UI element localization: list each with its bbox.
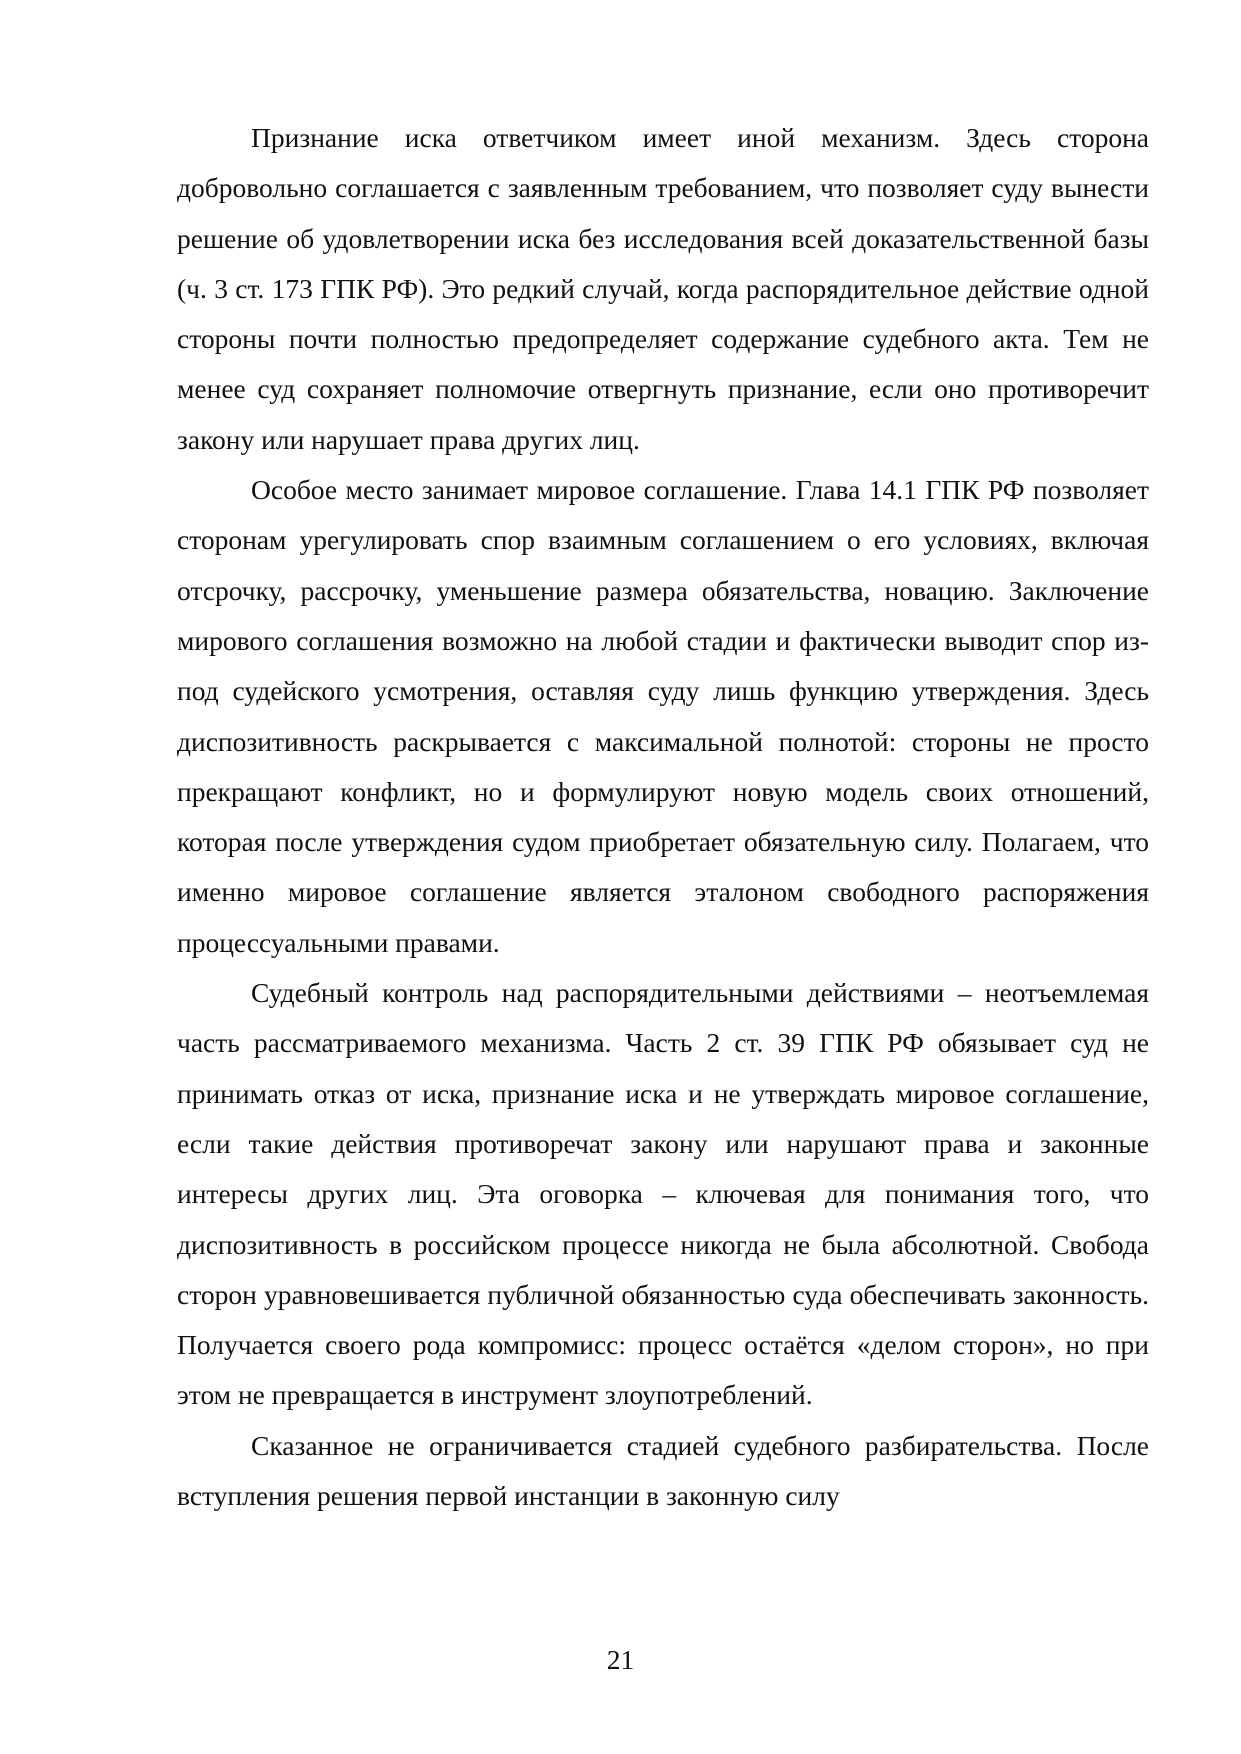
paragraph-1: Признание иска ответчиком имеет иной механизм. Здесь сторона добровольно соглашается с заявленным требованием, что позволяет суду вынести решение об удовлетворении иска без исследования всей доказательственной базы (ч. 3 ст. 173 ГПК РФ). Это редкий случай, когда распорядительное действие одной стороны почти полностью предопределяет содержание судебного акта. Тем не менее суд сохраняет полномочие отвергнуть признание, если оно противоречит закону или нарушает права других лиц. (177, 122, 1149, 455)
paragraph-2: Особое место занимает мировое соглашение. Глава 14.1 ГПК РФ позволяет сторонам урегулировать спор взаимным соглашением о его условиях, включая отсрочку, рассрочку, уменьшение размера обязательства, новацию. Заключение мирового соглашения возможно на любой стадии и фактически выводит спор из-под судейского усмотрения, оставляя суду лишь функцию утверждения. Здесь диспозитивность раскрывается с максимальной полнотой: стороны не просто прекращают конфликт, но и формулируют новую модель своих отношений, которая после утверждения судом приобретает обязательную силу. Полагаем, что именно мировое соглашение является эталоном свободного распоряжения процессуальными правами. (177, 474, 1149, 958)
page-number: 21 (606, 1644, 635, 1675)
paragraph-3: Судебный контроль над распорядительными действиями – неотъемлемая часть рассматриваемого механизма. Часть 2 ст. 39 ГПК РФ обязывает суд не принимать отказ от иска, признание иска и не утверждать мировое соглашение, если такие действия противоречат закону или нарушают права и законные интересы других лиц. Эта оговорка – ключевая для понимания того, что диспозитивность в российском процессе никогда не была абсолютной. Свобода сторон уравновешивается публичной обязанностью суда обеспечивать законность. Получается своего рода компромисс: процесс остаётся «делом сторон», но при этом не превращается в инструмент злоупотреблений. (177, 977, 1149, 1411)
body-text (177, 113, 1149, 1521)
paragraph-4: Сказанное не ограничивается стадией судебного разбирательства. После вступления решения первой инстанции в законную силу (177, 1429, 1149, 1512)
